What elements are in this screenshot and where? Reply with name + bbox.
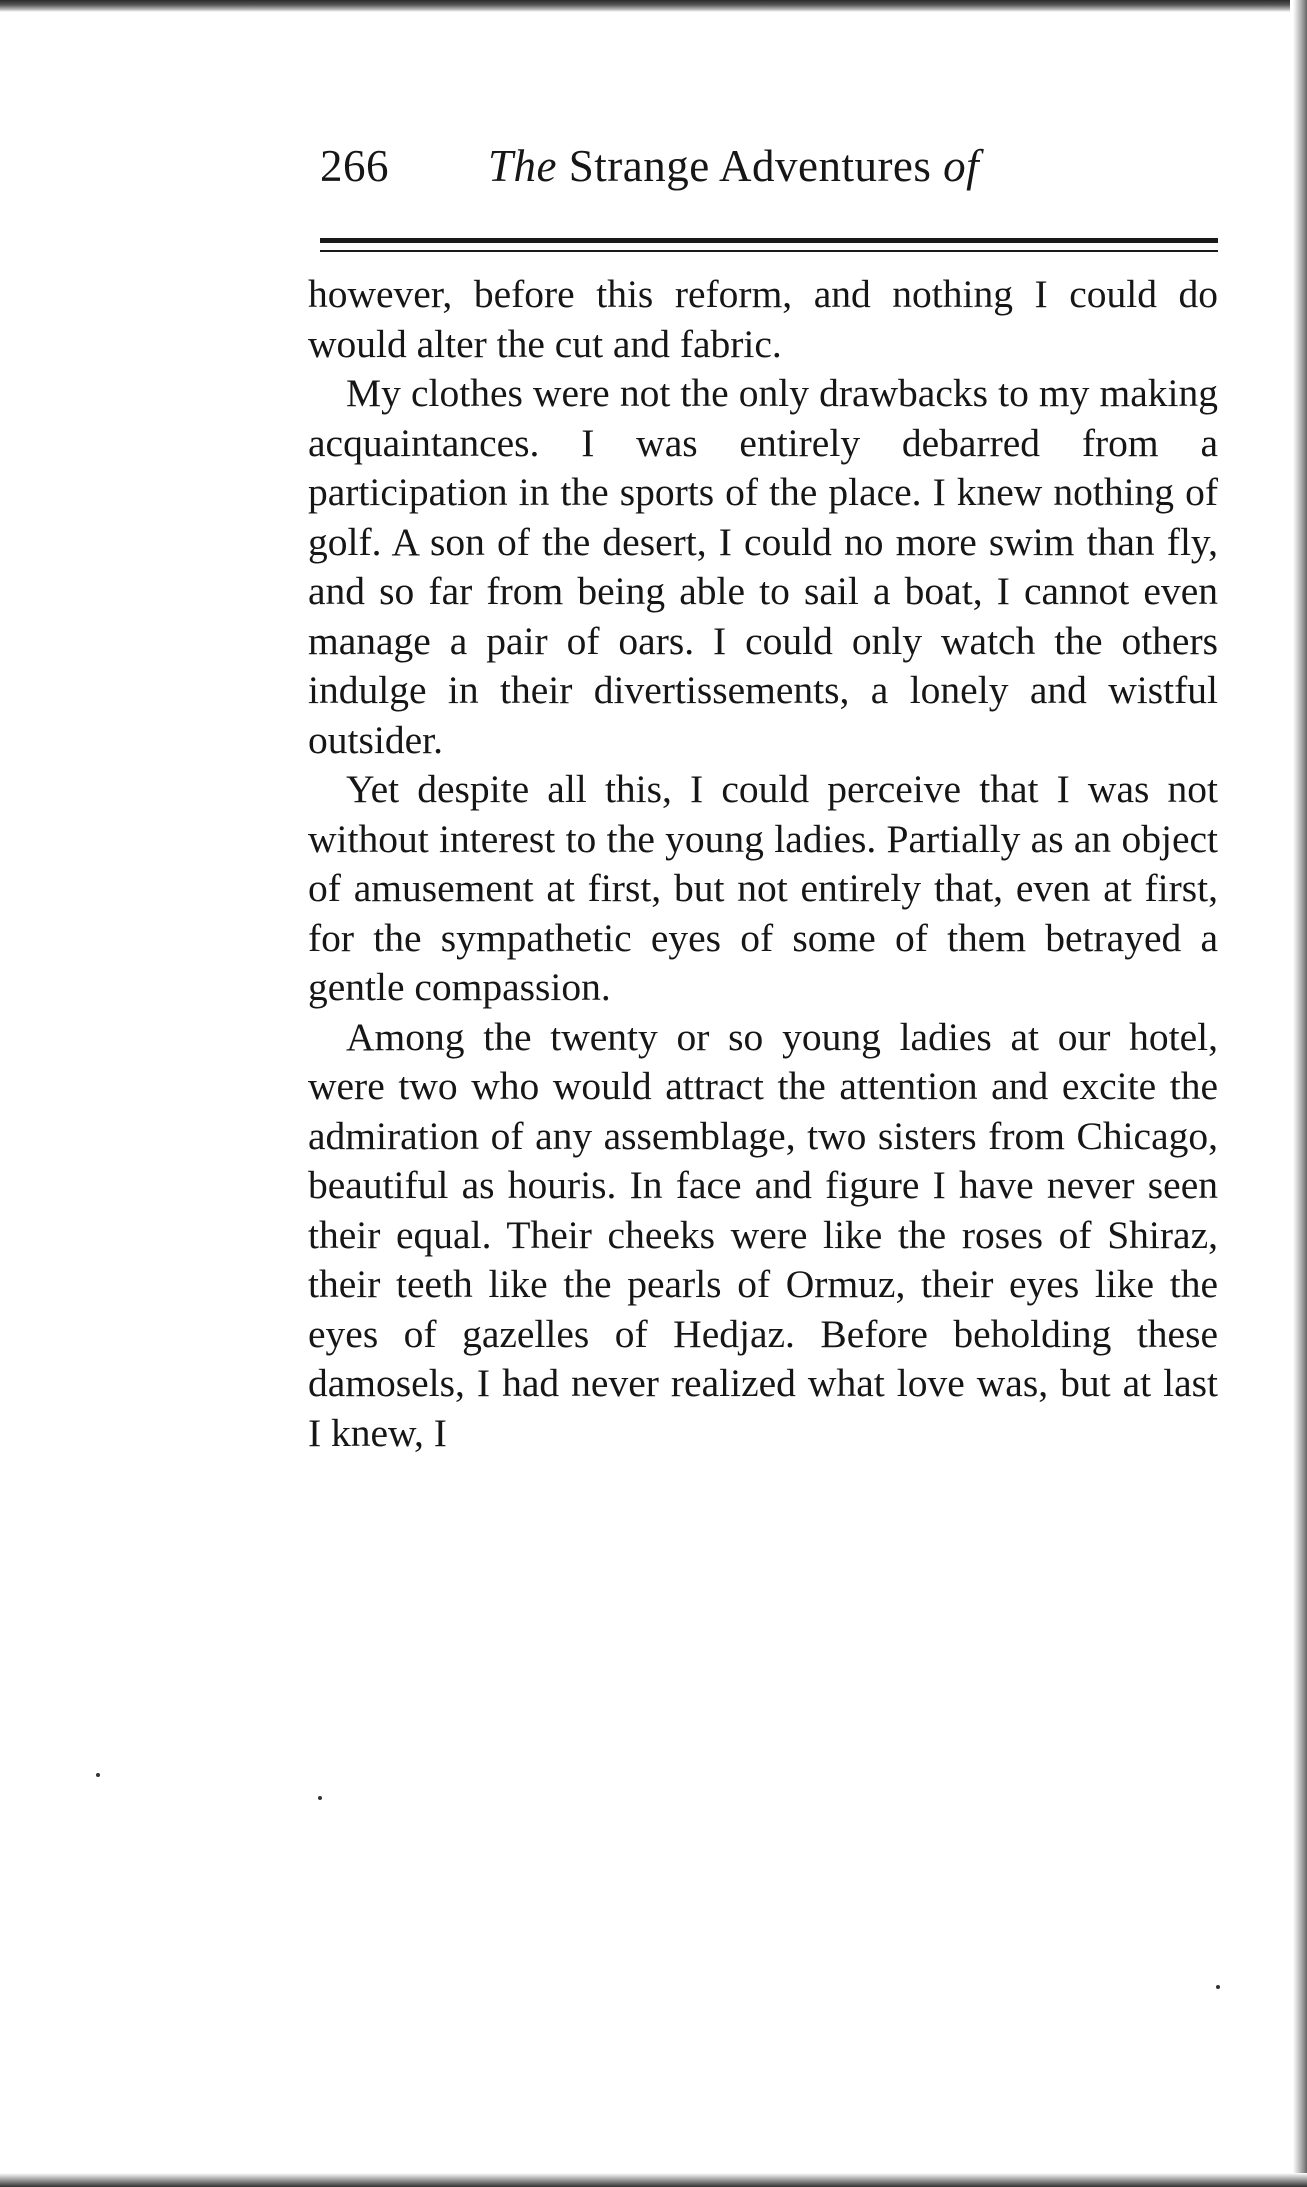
scan-right-edge bbox=[1293, 0, 1307, 2187]
running-head bbox=[308, 140, 1218, 202]
running-title-of: of bbox=[943, 141, 980, 191]
paragraph-4: Among the twenty or so young ladies at our hotel, were two who would attract the attention and excite the admiration of any assemblage, two sisters from Chicago, beautiful as houris. In face and figure I have never seen their equal. Their cheeks were like the roses of Shiraz, their teeth like the pearls of Ormuz, their eyes like the eyes of gazelles of Hedjaz. Before beholding these damosels, I had never realized what love was, but at last I knew, I bbox=[308, 1014, 1218, 1455]
scan-top-edge bbox=[0, 0, 1290, 12]
speck-mark bbox=[318, 1796, 322, 1800]
running-title bbox=[488, 140, 979, 192]
speck-mark bbox=[96, 1773, 100, 1777]
running-title-the: The bbox=[488, 141, 557, 191]
paragraph-1: however, before this reform, and nothing I could do would alter the cut and fabric. bbox=[308, 272, 1218, 366]
header-rule bbox=[320, 238, 1218, 252]
page-number: 266 bbox=[320, 141, 389, 191]
speck-mark bbox=[1216, 1985, 1220, 1989]
scan-bottom-edge bbox=[0, 2173, 1307, 2187]
body-text bbox=[308, 270, 1218, 1458]
paragraph-3: Yet despite all this, I could perceive that I was not without interest to the young ladies. Partially as an object of amusement at first, but not entirely that, even at first, for the sympathetic eyes of some of them betrayed a gentle compassion. bbox=[308, 767, 1218, 1009]
paragraph-2: My clothes were not the only drawbacks to my making acquaintances. I was entirely debarred from a participation in the sports of the place. I knew nothing of golf. A son of the desert, I could no more swim than fly, and so far from being able to sail a boat, I cannot even manage a pair of oars. I could only watch the others indulge in their divertissements, a lonely and wistful outsider. bbox=[308, 371, 1218, 762]
running-title-main: Strange Adventures bbox=[568, 141, 932, 191]
book-page bbox=[308, 140, 1218, 1458]
